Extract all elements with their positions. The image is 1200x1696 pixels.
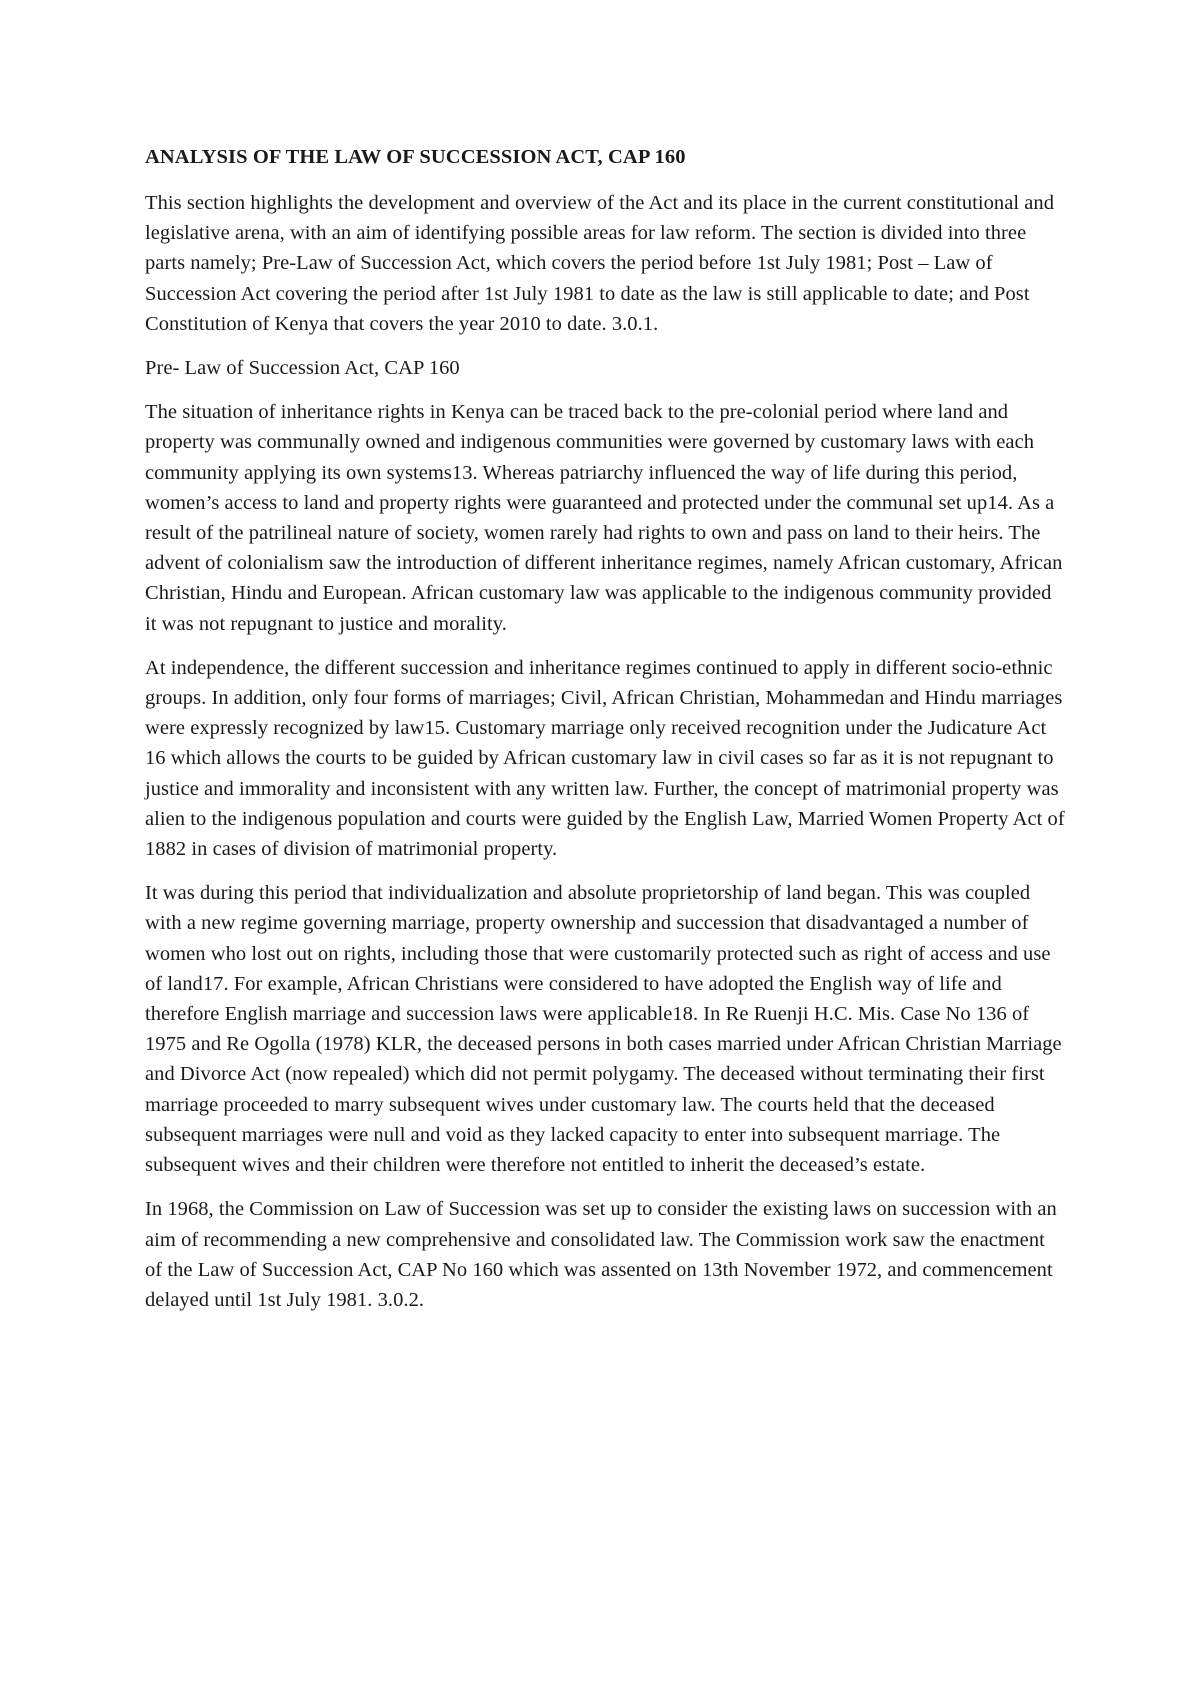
document-body — [145, 142, 1065, 1329]
section-subheading: Pre- Law of Succession Act, CAP 160 — [145, 357, 460, 380]
body-paragraph: It was during this period that individualization and absolute proprietorship of land began. This was coupled with a new regime governing marriage, property ownership and succession that disadvantaged a number of women who lost out on rights, including those that were customarily protected such as right of access and use of land17. For example, African Christians were considered to have adopted the English way of life and therefore English marriage and succession laws were applicable18. In Re Ruenji H.C. Mis. Case No 136 of 1975 and Re Ogolla (1978) KLR, the deceased persons in both cases married under African Christian Marriage and Divorce Act (now repealed) which did not permit polygamy. The deceased without terminating their first marriage proceeded to marry subsequent wives under customary law. The courts held that the deceased subsequent marriages were null and void as they lacked capacity to enter into subsequent marriage. The subsequent wives and their children were therefore not entitled to inherit the deceased’s estate. — [145, 882, 1062, 1177]
body-paragraph: In 1968, the Commission on Law of Succession was set up to consider the existing laws on succession with an aim of recommending a new comprehensive and consolidated law. The Commission work saw the enactment of the Law of Succession Act, CAP No 160 which was assented on 13th November 1972, and commencement delayed until 1st July 1981. 3.0.2. — [145, 1198, 1057, 1311]
body-paragraph: At independence, the different succession and inheritance regimes continued to apply in different socio-ethnic groups. In addition, only four forms of marriages; Civil, African Christian, Mohammedan and Hindu marriages were expressly recognized by law15. Customary marriage only received recognition under the Judicature Act 16 which allows the courts to be guided by African customary law in civil cases so far as it is not repugnant to justice and immorality and inconsistent with any written law. Further, the concept of matrimonial property was alien to the indigenous population and courts were guided by the English Law, Married Women Property Act of 1882 in cases of division of matrimonial property. — [145, 656, 1065, 861]
intro-paragraph: This section highlights the development and overview of the Act and its place in the current constitutional and legislative arena, with an aim of identifying possible areas for law reform. The section is divided into three parts namely; Pre-Law of Succession Act, which covers the period before 1st July 1981; Post – Law of Succession Act covering the period after 1st July 1981 to date as the law is still applicable to date; and Post Constitution of Kenya that covers the year 2010 to date. 3.0.1. — [145, 192, 1055, 335]
body-paragraph: The situation of inheritance rights in Kenya can be traced back to the pre-colonial period where land and property was communally owned and indigenous communities were governed by customary laws with each community applying its own systems13. Whereas patriarchy influenced the way of life during this period, women’s access to land and property rights were guaranteed and protected under the communal set up14. As a result of the patrilineal nature of society, women rarely had rights to own and pass on land to their heirs. The advent of colonialism saw the introduction of different inheritance regimes, namely African customary, African Christian, Hindu and European. African customary law was applicable to the indigenous community provided it was not repugnant to justice and morality. — [145, 401, 1063, 635]
document-title: ANALYSIS OF THE LAW OF SUCCESSION ACT, CAP 160 — [145, 146, 686, 168]
